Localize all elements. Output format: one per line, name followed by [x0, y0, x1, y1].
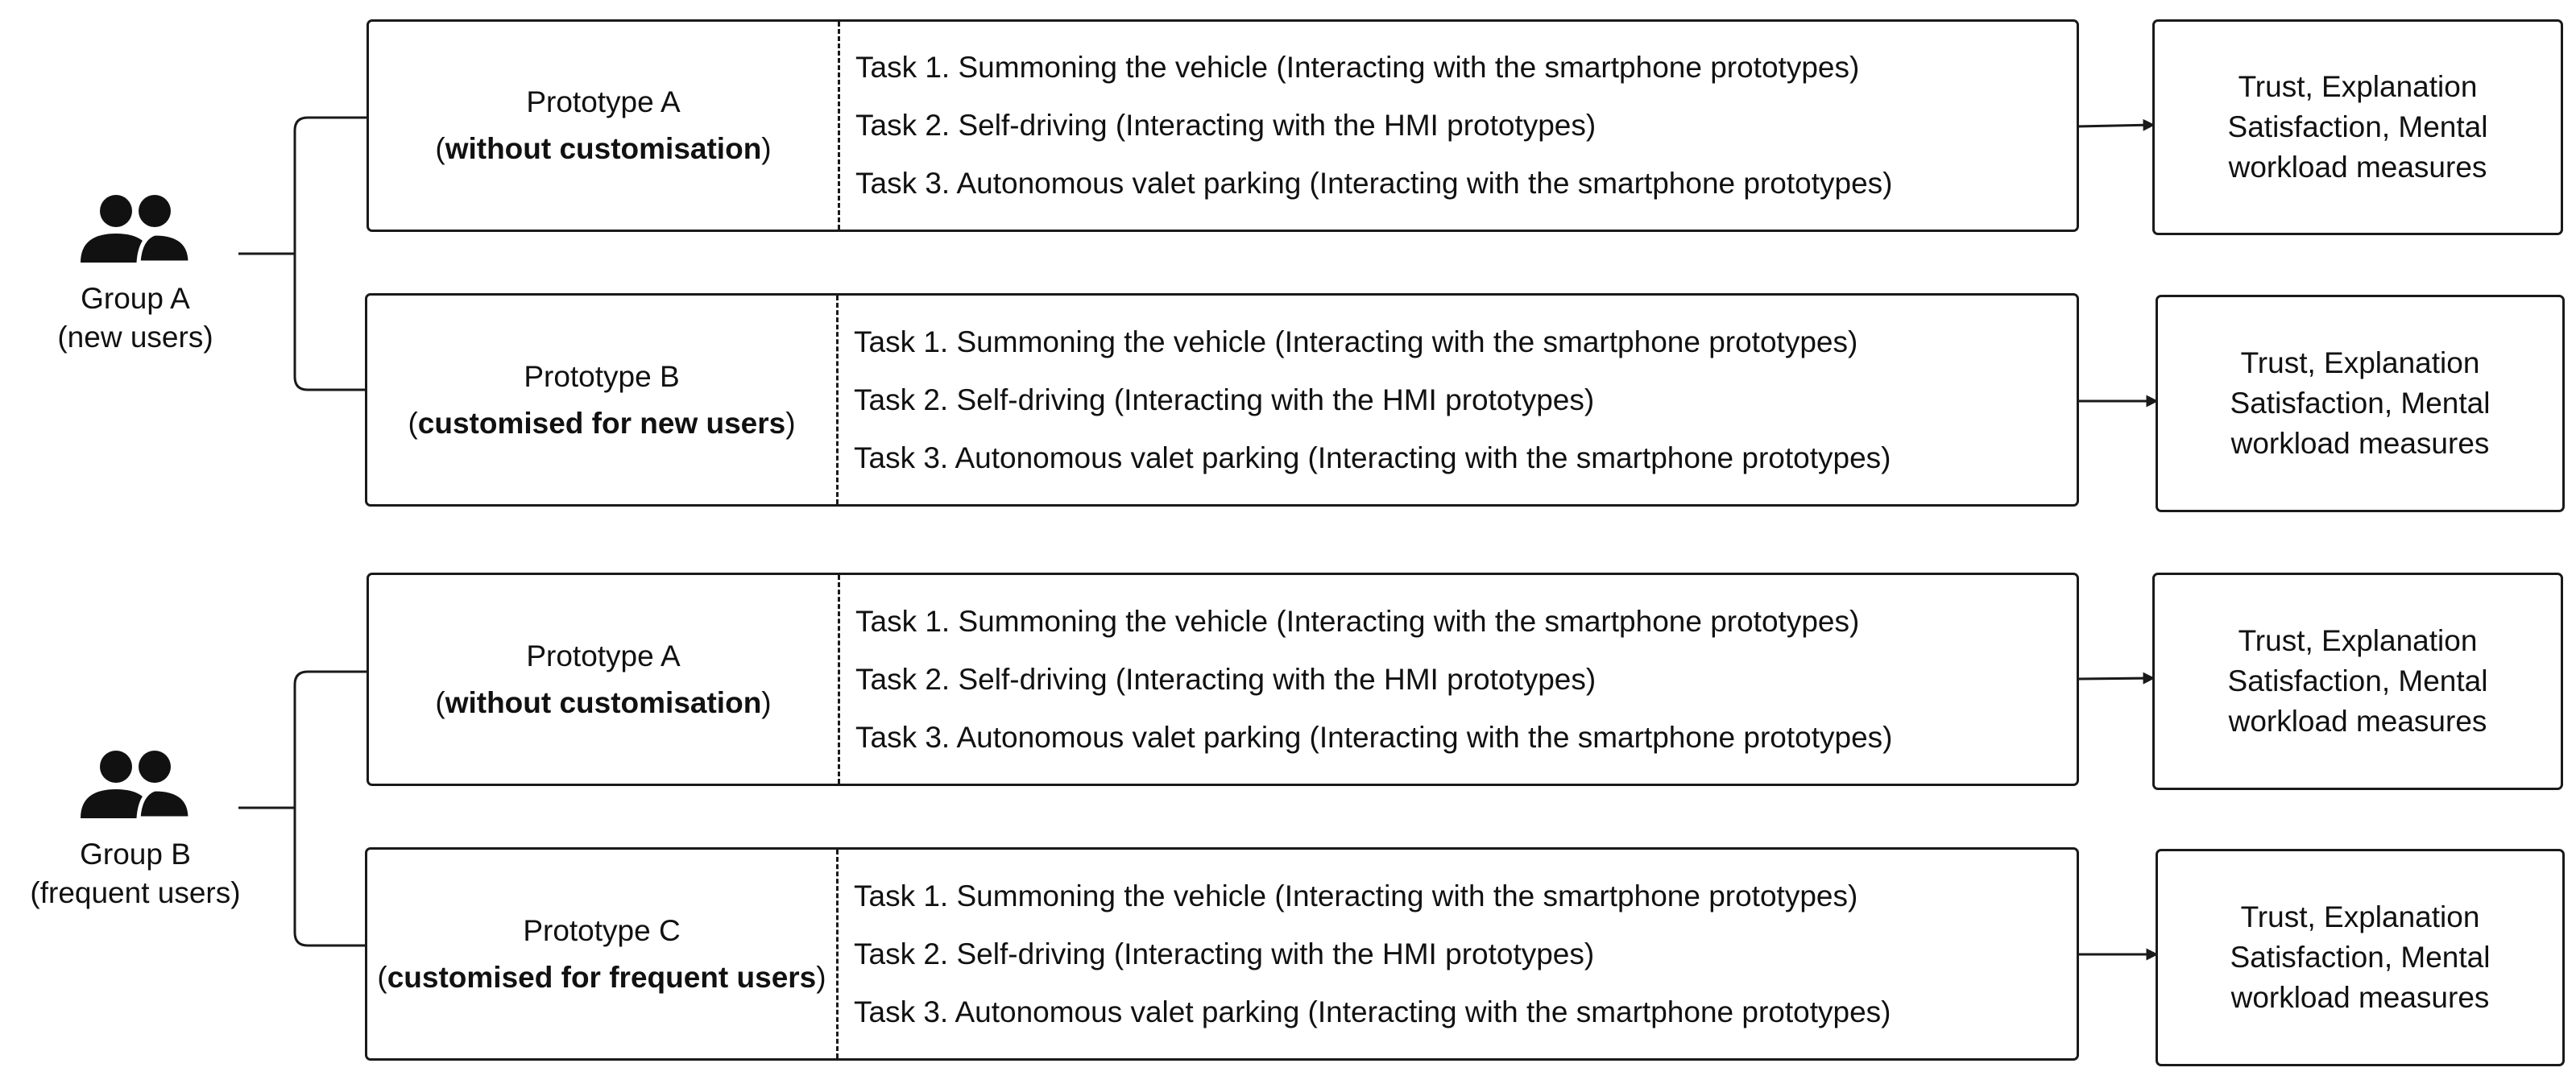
- task-item: Task 3. Autonomous valet parking (Interacting with the smartphone prototypes): [855, 720, 1893, 754]
- measures-box: [2152, 573, 2563, 790]
- arrow-0-0: [2077, 125, 2154, 126]
- measures-box: [2156, 849, 2565, 1066]
- arrow-1-0: [2077, 678, 2154, 679]
- measure-line: workload measures: [2230, 427, 2490, 460]
- prototype-label: [369, 22, 838, 230]
- prototype-description: (without customisation): [435, 132, 772, 165]
- group-name: Group B: [80, 838, 191, 871]
- task-item: Task 2. Self-driving (Interacting with the HMI prototypes): [855, 662, 1597, 696]
- prototype-description-bold: without customisation: [445, 132, 762, 165]
- task-item: Task 2. Self-driving (Interacting with the HMI prototypes): [854, 383, 1595, 416]
- prototype-description: (customised for frequent users): [377, 960, 826, 994]
- measure-line: workload measures: [2228, 705, 2487, 738]
- group-b-bracket: [295, 672, 369, 946]
- measure-line: Satisfaction, Mental: [2230, 941, 2491, 974]
- users-icon: [14, 749, 256, 824]
- prototype-description: (customised for new users): [408, 406, 796, 440]
- task-list: [854, 850, 2069, 1058]
- measure-line: Trust, Explanation: [2238, 70, 2478, 103]
- prototype-box: [367, 19, 2079, 232]
- prototype-description: (without customisation): [435, 685, 772, 719]
- prototype-description-bold: customised for new users: [417, 406, 786, 440]
- group-b: [14, 749, 256, 912]
- task-item: Task 1. Summoning the vehicle (Interacting with the smartphone prototypes): [855, 51, 1860, 84]
- task-item: Task 3. Autonomous valet parking (Interacting with the smartphone prototypes): [854, 995, 1891, 1028]
- task-item: Task 3. Autonomous valet parking (Interacting with the smartphone prototypes): [854, 441, 1891, 474]
- users-icon: [14, 193, 256, 268]
- group-subtitle: (new users): [57, 321, 213, 354]
- prototype-name: Prototype B: [524, 359, 680, 393]
- prototype-box: [367, 573, 2079, 786]
- task-item: Task 2. Self-driving (Interacting with the HMI prototypes): [854, 937, 1595, 970]
- measure-line: workload measures: [2228, 151, 2487, 184]
- dashed-divider: [836, 296, 839, 504]
- task-list: [855, 22, 2069, 230]
- measure-line: workload measures: [2230, 981, 2490, 1014]
- measure-line: Trust, Explanation: [2238, 624, 2478, 657]
- prototype-name: Prototype A: [526, 639, 681, 672]
- prototype-box: [365, 847, 2079, 1061]
- prototype-name: Prototype A: [526, 85, 681, 118]
- prototype-box: [365, 293, 2079, 507]
- measure-line: Satisfaction, Mental: [2227, 110, 2488, 143]
- prototype-label: [369, 575, 838, 784]
- measure-line: Trust, Explanation: [2240, 900, 2480, 933]
- measure-line: Satisfaction, Mental: [2230, 387, 2491, 420]
- task-item: Task 1. Summoning the vehicle (Interacting with the smartphone prototypes): [855, 604, 1860, 638]
- prototype-label: [367, 296, 836, 504]
- task-list: [854, 296, 2069, 504]
- group-a-bracket: [295, 118, 369, 390]
- group-name: Group A: [81, 282, 190, 315]
- group-subtitle: (frequent users): [30, 876, 241, 909]
- dashed-divider: [838, 22, 840, 230]
- measure-line: Satisfaction, Mental: [2227, 664, 2488, 697]
- prototype-label: [367, 850, 836, 1058]
- prototype-description-bold: without customisation: [445, 685, 762, 719]
- group-a: [14, 193, 256, 357]
- prototype-name: Prototype C: [523, 913, 681, 947]
- measures-box: [2152, 19, 2563, 235]
- task-item: Task 3. Autonomous valet parking (Interacting with the smartphone prototypes): [855, 167, 1893, 200]
- task-item: Task 1. Summoning the vehicle (Interacting with the smartphone prototypes): [854, 879, 1858, 912]
- task-item: Task 2. Self-driving (Interacting with the HMI prototypes): [855, 109, 1597, 142]
- task-item: Task 1. Summoning the vehicle (Interacting with the smartphone prototypes): [854, 325, 1858, 358]
- prototype-description-bold: customised for frequent users: [387, 960, 817, 994]
- measure-line: Trust, Explanation: [2240, 346, 2480, 379]
- measures-box: [2156, 295, 2565, 512]
- dashed-divider: [836, 850, 839, 1058]
- dashed-divider: [838, 575, 840, 784]
- task-list: [855, 575, 2069, 784]
